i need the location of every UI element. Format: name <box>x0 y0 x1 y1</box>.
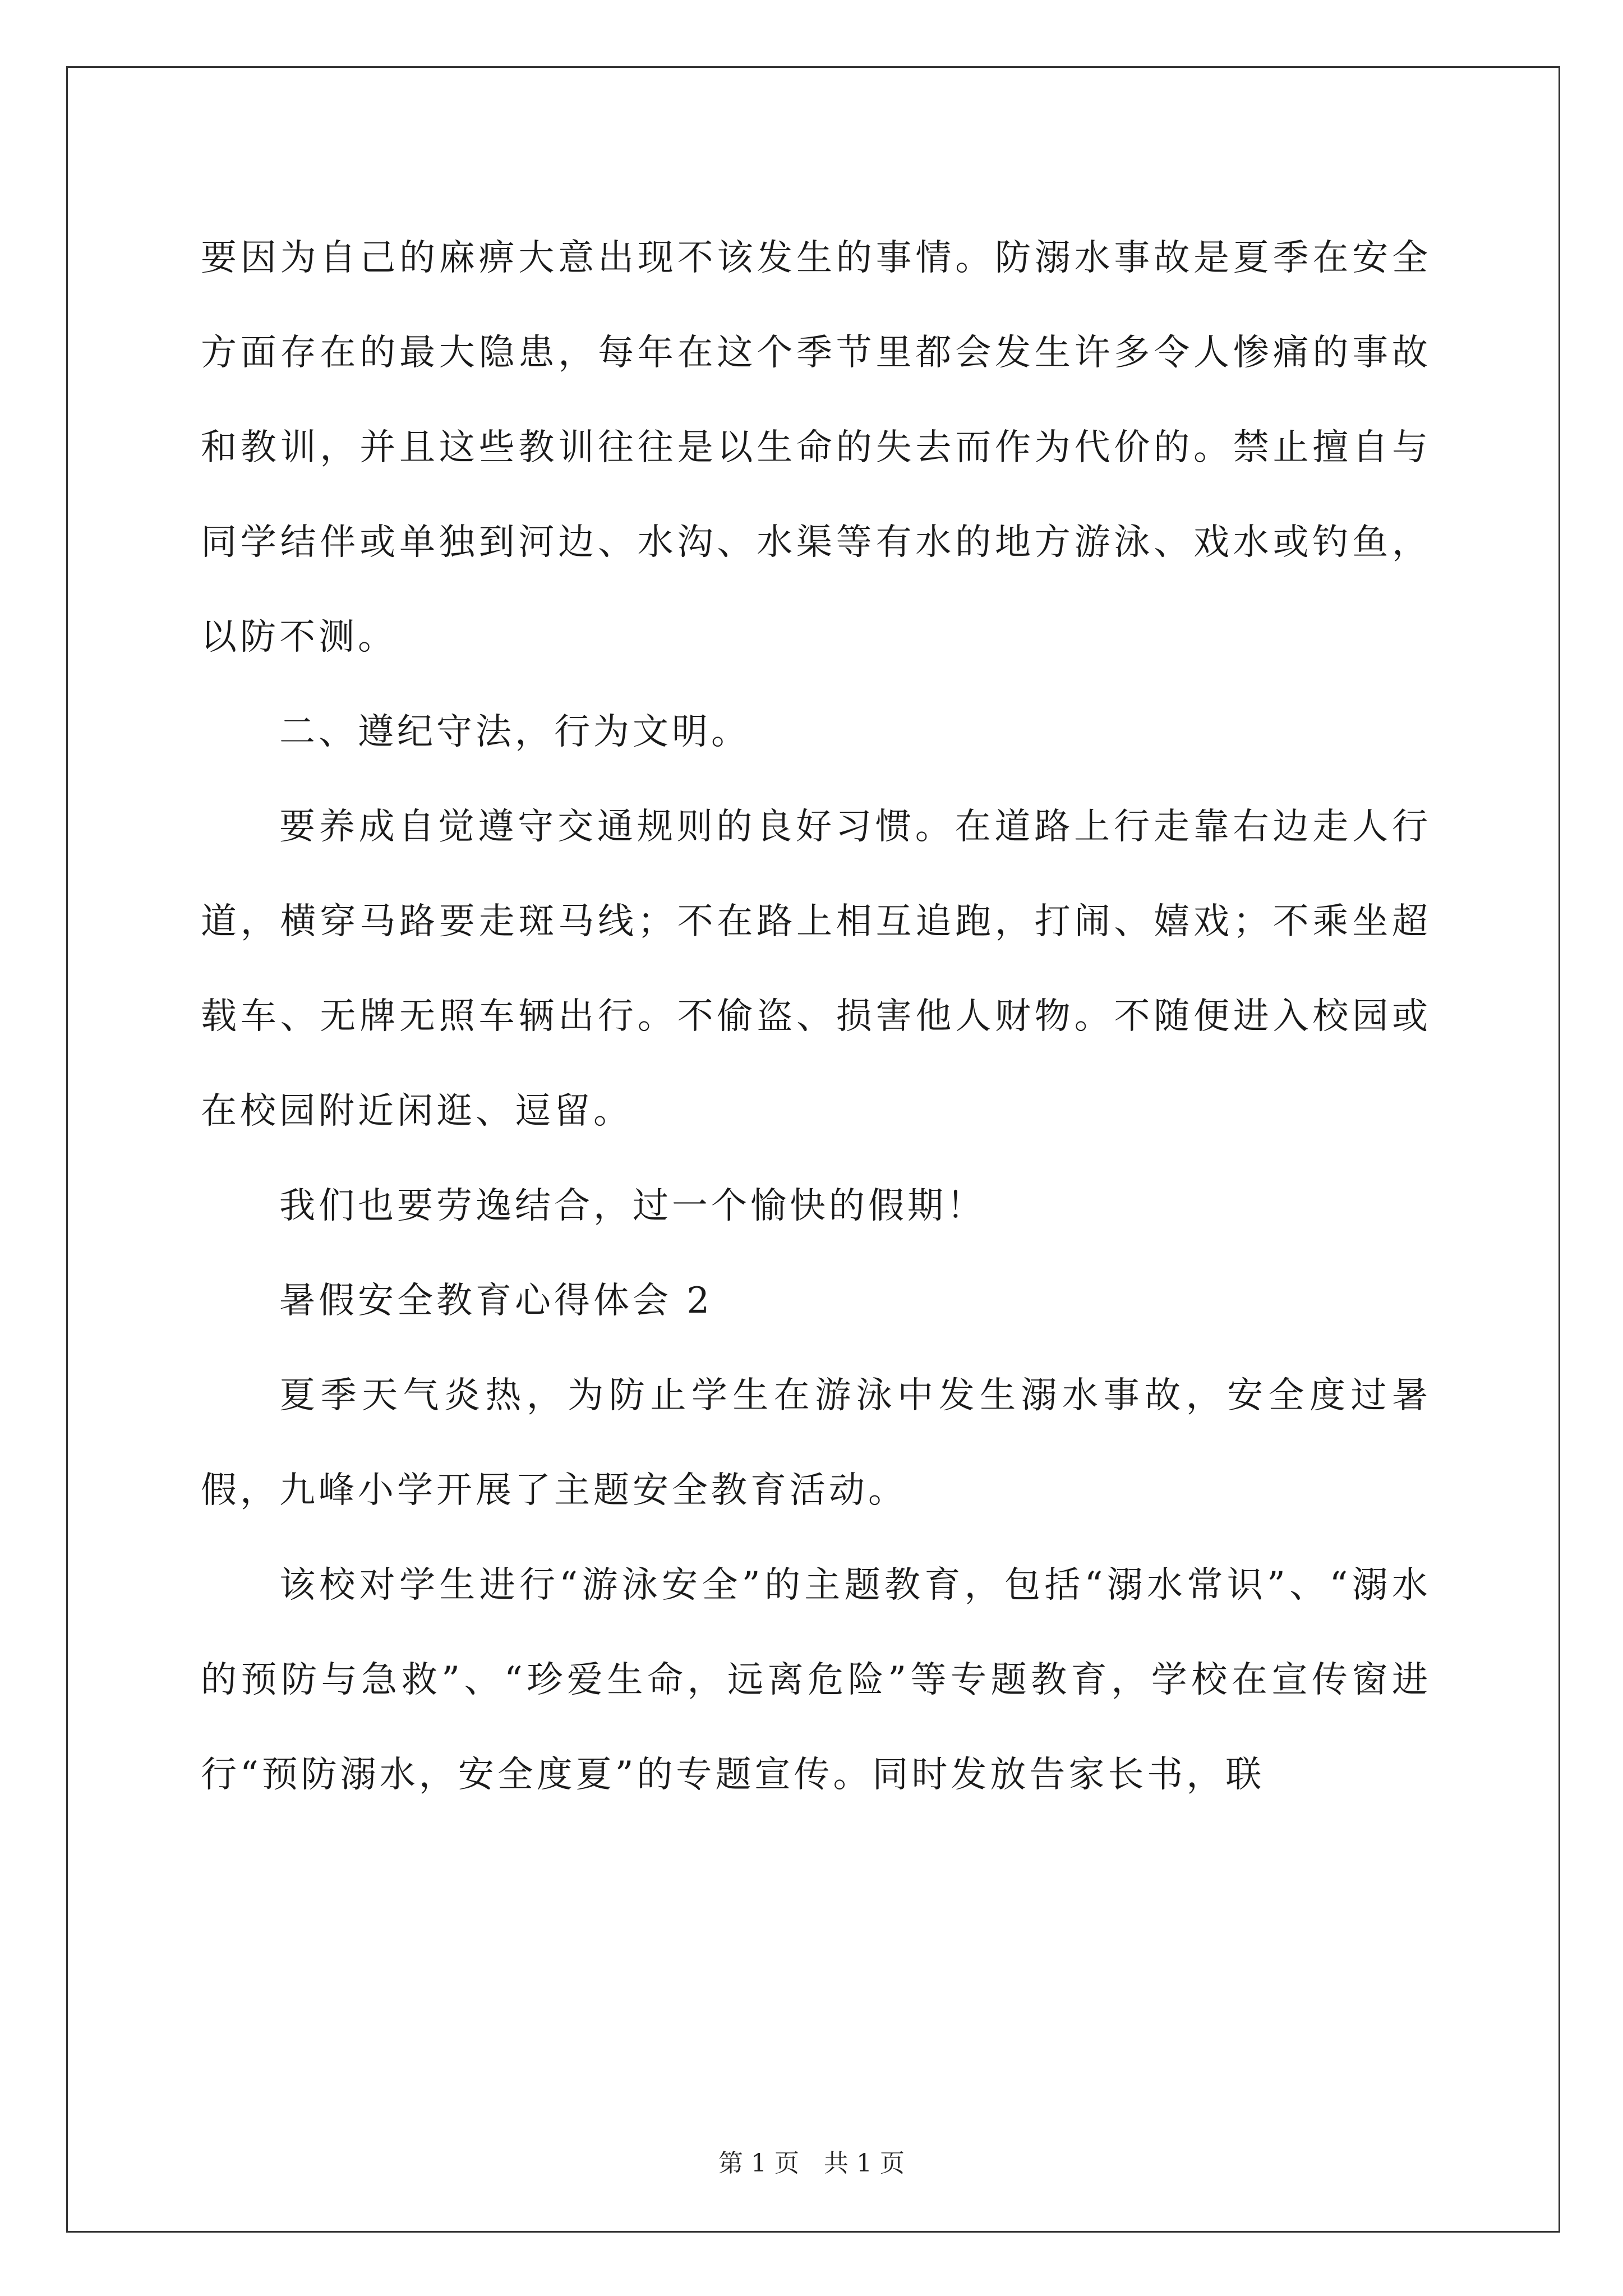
document-body <box>201 0 1431 1823</box>
paragraph-2: 二、遵纪守法，行为文明。 <box>279 711 750 753</box>
paragraph-1: 要因为自己的麻痹大意出现不该发生的事情。防溺水事故是夏季在安全方面存在的最大隐患，每年在这个季节里都会发生许多令人惨痛的事故和教训，并且这些教训往往是以生命的失去而作为代价的。禁止擅自与同学结伴或单独到河边、水沟、水渠等有水的地方游泳、戏水或钓鱼，以防不测。 <box>201 237 1431 658</box>
paragraph-6: 该校对学生进行“游泳安全”的主题教育，包括“溺水常识”、“溺水的预防与急救”、“珍爱生命，远离危险”等专题教育，学校在宣传窗进行“预防溺水，安全度夏”的专题宣传。同时发放告家长书，联 <box>201 1565 1431 1796</box>
page-footer: 第 1 页 共 1 页 <box>718 2149 905 2178</box>
paragraph-5: 夏季天气炎热，为防止学生在游泳中发生溺水事故，安全度过暑假，九峰小学开展了主题安全教育活动。 <box>201 1375 1431 1511</box>
paragraph-4: 我们也要劳逸结合，过一个愉快的假期！ <box>279 1185 986 1227</box>
section-heading: 暑假安全教育心得体会 2 <box>279 1280 713 1322</box>
paragraph-3: 要养成自觉遵守交通规则的良好习惯。在道路上行走靠右边走人行道，横穿马路要走斑马线；不在路上相互追跑，打闹、嬉戏；不乘坐超载车、无牌无照车辆出行。不偷盗、损害他人财物。不随便进入校园或在校园附近闲逛、逗留。 <box>201 806 1431 1132</box>
